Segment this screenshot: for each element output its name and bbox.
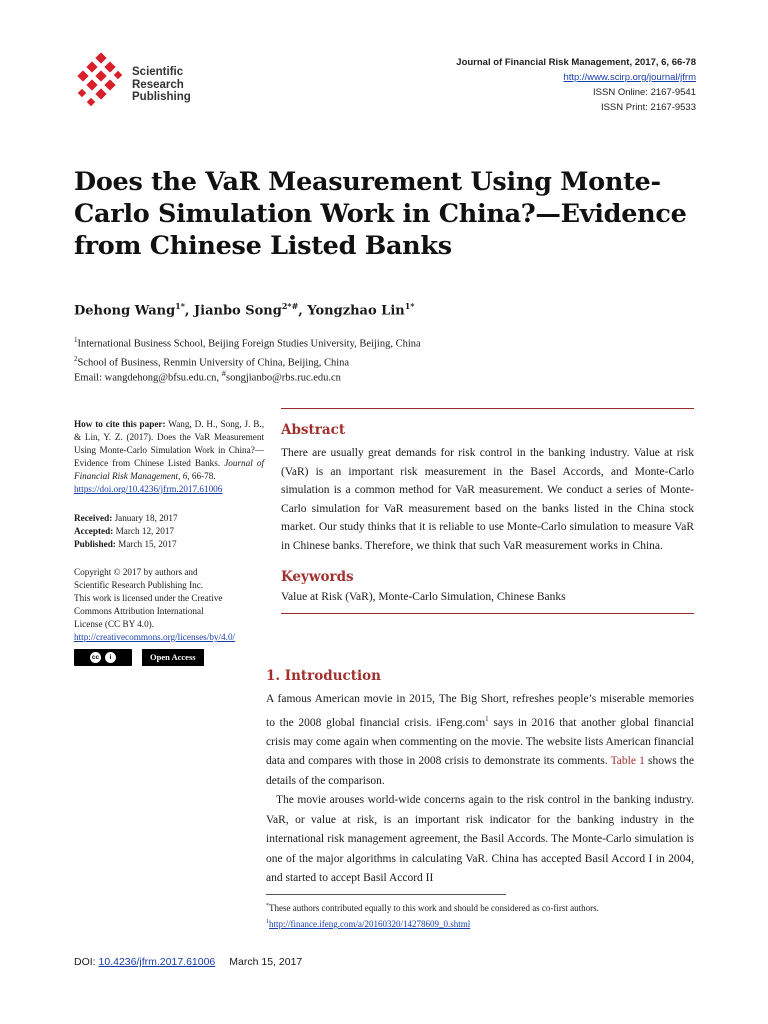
doi-link[interactable]: 10.4236/jfrm.2017.61006: [98, 956, 216, 968]
author-name: Dehong Wang: [74, 303, 176, 319]
intro-paragraph: [266, 690, 694, 791]
dates-block: [74, 512, 264, 551]
keywords-heading: Keywords: [281, 569, 354, 585]
footnote-text: These authors contributed equally to this work and should be considered as co-first authors.: [269, 903, 599, 913]
footnote-marker: 1: [266, 919, 269, 925]
journal-citation: Journal of Financial Risk Management, 2017, 6, 66-78: [456, 57, 696, 68]
affiliation-sup: 1: [74, 336, 78, 344]
email-sup: #: [221, 368, 226, 378]
page-footer: [74, 956, 302, 968]
received-label: Received:: [74, 513, 113, 523]
intro-text: says in 2016 that another global financial crisis may come again when commenting on the movie. The website lists American financial data and compares with those in 2008 crisis to demonstrate its comments.: [266, 716, 694, 768]
footnote-link[interactable]: http://finance.ifeng.com/a/20160320/14278609_0.shtml: [269, 919, 471, 929]
cc-glyph: cc: [91, 654, 100, 661]
author-sup: 1*: [175, 301, 185, 311]
copyright-line: Scientific Research Publishing Inc.: [74, 580, 204, 590]
footnote-ref[interactable]: 1: [485, 714, 489, 723]
open-access-badge: Open Access: [142, 649, 204, 666]
published-label: Published:: [74, 539, 116, 549]
intro-text: A famous American movie in 2015, The Big Short, refreshes people’s miserable memories to the 2008 global financial crisis. iFeng.com: [266, 693, 694, 729]
author-name: Yongzhao Lin: [307, 303, 405, 319]
copyright-line: This work is licensed under the Creative: [74, 593, 223, 603]
copyright-block: [74, 566, 264, 666]
published-date: March 15, 2017: [118, 539, 177, 549]
footnotes: [266, 899, 599, 931]
email-address[interactable]: songjianbo@rbs.ruc.edu.cn: [225, 372, 341, 384]
license-badges: [74, 649, 264, 666]
email-address[interactable]: wangdehong@bfsu.edu.cn,: [104, 372, 222, 384]
accepted-date: March 12, 2017: [115, 526, 175, 536]
divider: [281, 408, 694, 409]
by-glyph: i: [105, 652, 116, 663]
abstract-heading: Abstract: [281, 422, 346, 438]
publisher-line: Scientific: [132, 66, 184, 78]
license-link[interactable]: http://creativecommons.org/licenses/by/4.0/: [74, 632, 236, 642]
sidebar-info: [74, 418, 264, 666]
citation-journal: Journal of Financial Risk Management, 6,: [74, 458, 265, 481]
doi-label: DOI:: [74, 956, 99, 968]
intro-text: shows the details of the comparison.: [266, 755, 694, 787]
footer-date: March 15, 2017: [229, 956, 303, 968]
issn-online: ISSN Online: 2167-9541: [593, 87, 696, 98]
affiliation-sup: 2: [74, 355, 78, 363]
table-reference-link[interactable]: Table 1: [610, 755, 645, 768]
footnote-divider: [266, 894, 506, 895]
author-sup: 2*#: [281, 301, 299, 311]
journal-meta: [456, 55, 696, 115]
accepted-label: Accepted:: [74, 526, 114, 536]
introduction-section: [266, 668, 694, 889]
section-heading: 1. Introduction: [266, 668, 381, 684]
logo-diamond-icon: [74, 52, 134, 112]
author-name: Jianbo Song: [193, 303, 282, 319]
affiliation: [74, 333, 421, 352]
footnote-marker: *: [266, 903, 269, 909]
citation-label: How to cite this paper:: [74, 419, 166, 429]
email-line: [74, 368, 341, 384]
publisher-name: [132, 66, 191, 104]
citation-block: [74, 418, 264, 496]
citation-doi-link[interactable]: https://doi.org/10.4236/jfrm.2017.61006: [74, 484, 223, 494]
cc-license-icon[interactable]: [74, 649, 132, 666]
abstract-section: [281, 408, 694, 614]
author-sup: 1*: [404, 301, 415, 311]
citation-pages: 66-78.: [191, 471, 216, 481]
affiliations: [74, 333, 421, 371]
publisher-line: Publishing: [132, 91, 191, 103]
received-date: January 18, 2017: [114, 513, 178, 523]
journal-url-link[interactable]: http://www.scirp.org/journal/jfrm: [563, 72, 696, 83]
copyright-line: License (CC BY 4.0).: [74, 619, 155, 629]
abstract-text: There are usually great demands for risk control in the banking industry. Value at risk (VaR) is an important risk measurement in the Basel Accords, and Monte-Carlo simulation is a common method for VaR measurement. We conduct a series of Monte-Carlo simulation for VaR measurement based on the banks listed in the China stock market. Our study thinks that it is reliable to use Monte-Carlo simulation to measure VaR in Chinese banks. Therefore, we think that such VaR measurement works in China.: [281, 447, 694, 552]
publisher-logo: [74, 52, 214, 112]
paper-title: Does the VaR Measurement Using Monte-Carlo Simulation Work in China?—Evidence from Chinese Listed Banks: [74, 167, 687, 261]
publisher-line: Research: [132, 78, 184, 91]
affiliation-text: International Business School, Beijing Foreign Studies University, Beijing, China: [77, 338, 421, 350]
intro-paragraph: The movie arouses world-wide concerns again to the risk control in the banking industry. VaR, or value at risk, is an important risk indicator for the banking industry in the international risk management agreement, the Basil Accords. The Monte-Carlo simulation is one of the major algorithms in calculating VaR. China has accepted Basil Accord I in 2004, and started to accept Basil Accord II: [266, 794, 694, 885]
citation-text: Wang, D. H., Song, J. B., & Lin, Y. Z. (2017). Does the VaR Measurement Using Monte-Carlo Simulation Work in China?—Evidence from Chinese Listed Banks.: [74, 419, 264, 468]
divider: [281, 613, 694, 614]
keywords-text: Value at Risk (VaR), Monte-Carlo Simulation, Chinese Banks: [281, 591, 566, 603]
copyright-line: Commons Attribution International: [74, 606, 204, 616]
author-list: Dehong Wang$^{1*}$, Jianbo Song$^{2*\#}$, Yongzhao Lin$^{1*}$: [74, 301, 415, 319]
email-label: Email:: [74, 372, 105, 384]
issn-print: ISSN Print: 2167-9533: [600, 102, 696, 113]
copyright-line: Copyright © 2017 by authors and: [74, 567, 198, 577]
affiliation-text: School of Business, Renmin University of China, Beijing, China: [77, 357, 350, 369]
